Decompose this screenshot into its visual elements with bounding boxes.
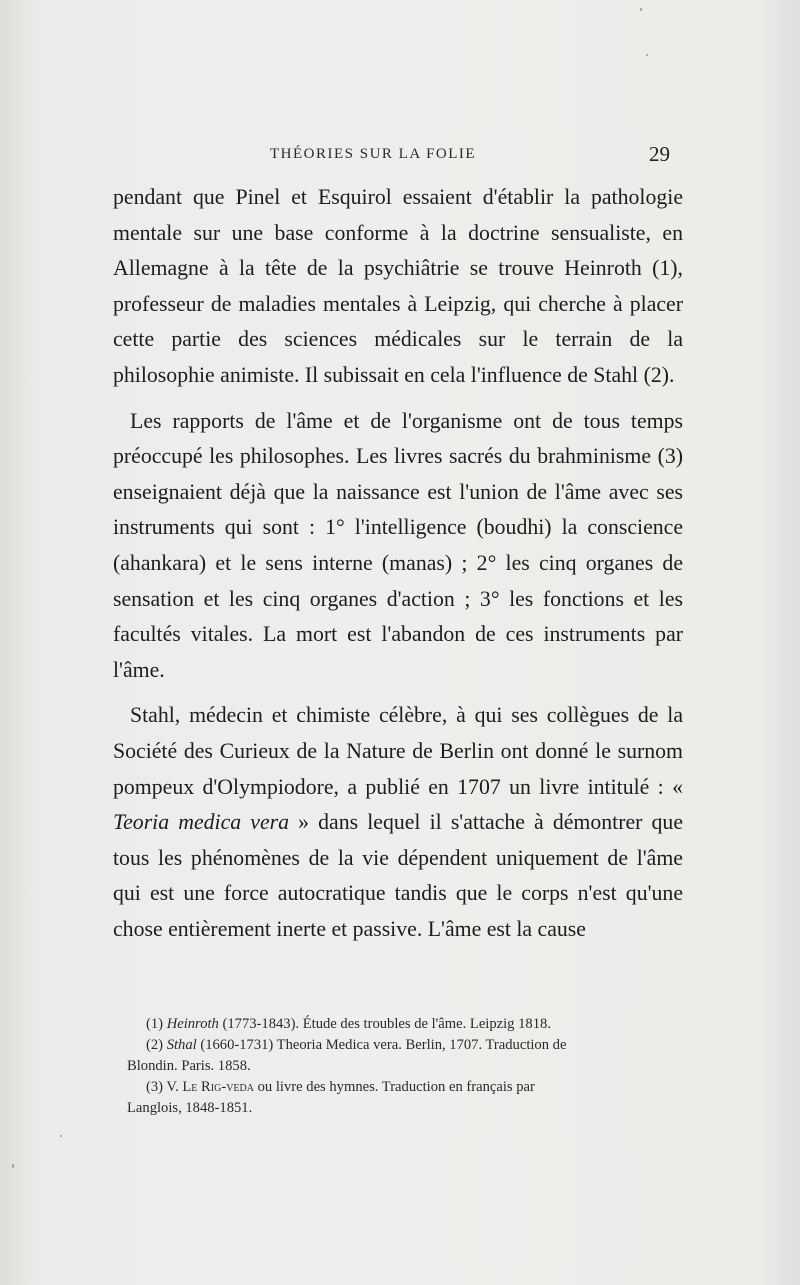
scan-speck — [646, 54, 648, 56]
footnote-continuation: Langlois, 1848-1851. — [127, 1100, 253, 1116]
book-title: Teoria medica vera — [113, 810, 290, 835]
footnote-continuation: Blondin. Paris. 1858. — [127, 1058, 251, 1074]
footnote-work-title: Le Rig-veda — [182, 1079, 254, 1095]
footnote — [130, 1035, 690, 1056]
page-number: 29 — [649, 142, 670, 166]
footnote-text: (1773-1843). Étude des troubles de l'âme. Leipzig 1818. — [218, 1016, 551, 1032]
paragraph: Les rapports de l'âme et de l'organisme ont de tous temps préoccupé les philosophes. Les livres sacrés du brahminisme (3) enseignaient déjà que la naissance est l'union de l'âme avec ses instruments qui sont : 1° l'intelligence (boudhi) la conscience (ahankara) et le sens interne (manas) ; 2° les cinq organes de sensation et les cinq organes d'action ; 3° les fonctions et les facultés vitales. La mort est l'abandon de ces instruments par l'âme. — [113, 408, 683, 682]
paragraph-text: » dans lequel il s'attache à démontrer que tous les phénomènes de la vie dépendent uniquement de l'âme qui est une force autocratique tandis que le corps n'est qu'une chose entièrement inerte et passive. L'âme est la cause — [113, 810, 683, 941]
footnotes — [127, 1014, 690, 1119]
scan-speck — [640, 8, 642, 11]
scan-speck — [12, 1164, 14, 1168]
footnote-prefix: V. — [166, 1079, 183, 1095]
footnote — [130, 1014, 690, 1035]
footnote-marker: (3) — [146, 1079, 164, 1095]
footnote-author: Sthal — [166, 1037, 197, 1053]
footnote-text: (1660-1731) Theoria Medica vera. Berlin, 1707. Traduction de — [196, 1037, 567, 1053]
footnote-text: ou livre des hymnes. Traduction en français par — [253, 1079, 535, 1095]
footnote — [130, 1077, 690, 1098]
paragraph: pendant que Pinel et Esquirol essaient d'établir la pathologie mentale sur une base conforme à la doctrine sensualiste, en Allemagne à la tête de la psychiâtrie se trouve Heinroth (1), professeur de maladies mentales à Leipzig, qui cherche à placer cette partie des sciences médicales sur le terrain de la philosophie animiste. Il subissait en cela l'influence de Stahl (2). — [113, 185, 683, 387]
footnote-author: Heinroth — [166, 1016, 219, 1032]
running-title: THÉORIES SUR LA FOLIE — [270, 146, 477, 162]
body-text — [113, 180, 683, 947]
page-header — [110, 142, 680, 172]
footnote-marker: (2) — [146, 1037, 164, 1053]
scan-speck — [60, 1135, 62, 1137]
paragraph-text: Stahl, médecin et chimiste célèbre, à qui ses collègues de la Société des Curieux de la Nature de Berlin ont donné le surnom pompeux d'Olympiodore, a publié en 1707 un livre intitulé : « — [113, 703, 683, 799]
footnote-marker: (1) — [146, 1016, 164, 1032]
paragraph — [113, 698, 683, 947]
